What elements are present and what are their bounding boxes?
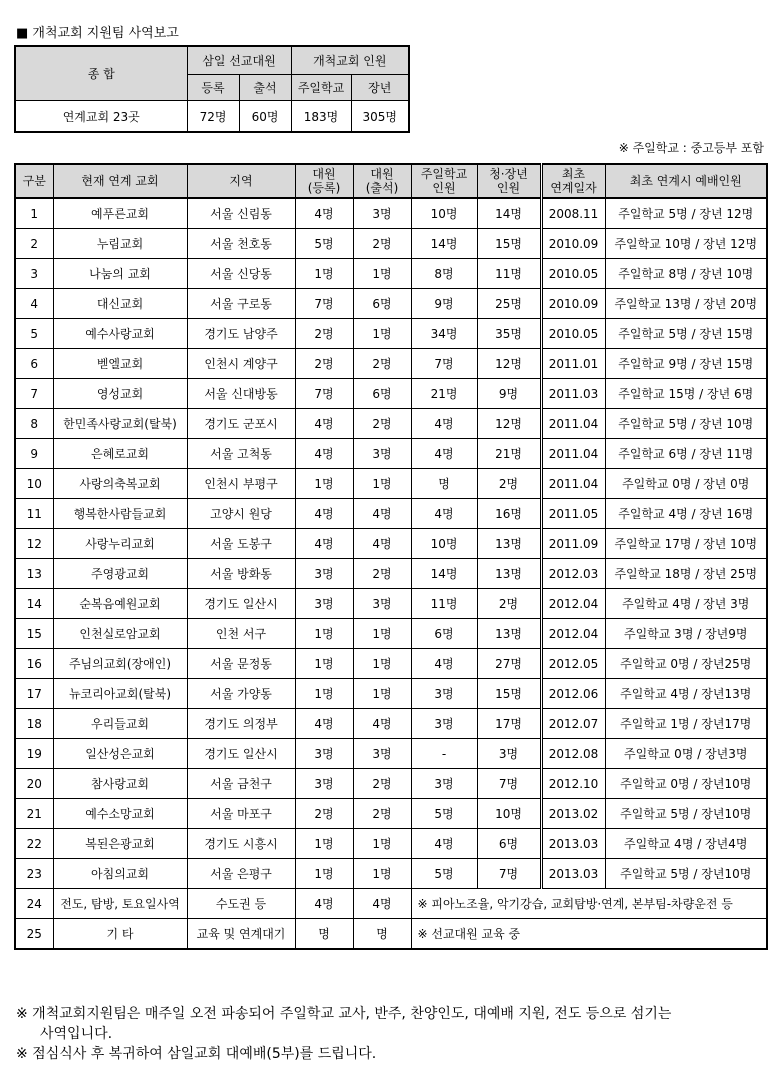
cell-adult: 12명 <box>477 349 541 379</box>
cell-region: 고양시 원당 <box>187 499 295 529</box>
summary-adult: 305명 <box>351 101 409 133</box>
table-row <box>15 619 767 649</box>
cell-reg: 5명 <box>295 229 353 259</box>
cell-ss: 4명 <box>411 829 477 859</box>
table-row <box>15 769 767 799</box>
header-attended-line2: (출석) <box>365 181 399 195</box>
cell-att: 2명 <box>353 349 411 379</box>
church-table <box>14 163 768 950</box>
cell-reg: 4명 <box>295 709 353 739</box>
cell-region: 교육 및 연계대기 <box>187 919 295 950</box>
cell-initial: 주일학교 4명 / 장년4명 <box>605 829 767 859</box>
cell-date: 2010.05 <box>541 319 605 349</box>
cell-church: 벧엘교회 <box>53 349 187 379</box>
cell-no: 4 <box>15 289 53 319</box>
cell-no: 15 <box>15 619 53 649</box>
cell-initial: 주일학교 5명 / 장년 12명 <box>605 198 767 229</box>
cell-initial: 주일학교 5명 / 장년10명 <box>605 859 767 889</box>
header-initial: 최초 연계시 예배인원 <box>605 164 767 198</box>
cell-adult: 13명 <box>477 529 541 559</box>
cell-no: 22 <box>15 829 53 859</box>
table-row <box>15 709 767 739</box>
note-line-1-cont: 사역입니다. <box>40 1026 113 1042</box>
cell-initial: 주일학교 15명 / 장년 6명 <box>605 379 767 409</box>
cell-church: 아침의교회 <box>53 859 187 889</box>
cell-reg: 3명 <box>295 769 353 799</box>
cell-initial: 주일학교 4명 / 장년 3명 <box>605 589 767 619</box>
bottom-notes <box>16 1004 766 1064</box>
cell-church: 뉴코리아교회(탈북) <box>53 679 187 709</box>
cell-church: 기 타 <box>53 919 187 950</box>
page-title: ■ 개척교회 지원팀 사역보고 <box>16 26 179 41</box>
table-row <box>15 259 767 289</box>
cell-church: 사랑누리교회 <box>53 529 187 559</box>
table-row-special <box>15 889 767 919</box>
summary-sub-sunday-school: 주일학교 <box>291 75 351 101</box>
cell-church: 주영광교회 <box>53 559 187 589</box>
table-row <box>15 349 767 379</box>
cell-att: 1명 <box>353 319 411 349</box>
cell-reg: 3명 <box>295 589 353 619</box>
cell-date: 2010.09 <box>541 289 605 319</box>
cell-no: 3 <box>15 259 53 289</box>
cell-att: 2명 <box>353 769 411 799</box>
cell-adult: 15명 <box>477 679 541 709</box>
cell-church: 예수소망교회 <box>53 799 187 829</box>
cell-ss: 4명 <box>411 439 477 469</box>
cell-date: 2013.02 <box>541 799 605 829</box>
cell-ss: 4명 <box>411 499 477 529</box>
cell-ss: 6명 <box>411 619 477 649</box>
summary-sub-adult: 장년 <box>351 75 409 101</box>
header-adult-line2: 인원 <box>496 181 521 195</box>
cell-region: 서울 방화동 <box>187 559 295 589</box>
cell-ss: 5명 <box>411 859 477 889</box>
cell-ss: 10명 <box>411 529 477 559</box>
cell-date: 2008.11 <box>541 198 605 229</box>
cell-region: 서울 고척동 <box>187 439 295 469</box>
header-attended-line1: 대원 <box>370 167 394 181</box>
cell-reg: 4명 <box>295 409 353 439</box>
table-row <box>15 529 767 559</box>
cell-church: 예수사랑교회 <box>53 319 187 349</box>
table-row <box>15 379 767 409</box>
header-date <box>541 164 605 198</box>
table-row <box>15 829 767 859</box>
cell-church: 우리들교회 <box>53 709 187 739</box>
cell-reg: 4명 <box>295 529 353 559</box>
cell-reg: 3명 <box>295 739 353 769</box>
cell-region: 서울 신당동 <box>187 259 295 289</box>
cell-att: 1명 <box>353 649 411 679</box>
cell-date: 2012.04 <box>541 589 605 619</box>
cell-reg: 4명 <box>295 889 353 919</box>
cell-adult: 10명 <box>477 799 541 829</box>
cell-adult: 2명 <box>477 589 541 619</box>
cell-region: 서울 가양동 <box>187 679 295 709</box>
cell-region: 경기도 남양주 <box>187 319 295 349</box>
header-sunday-school-line2: 인원 <box>432 181 456 195</box>
cell-church: 은혜로교회 <box>53 439 187 469</box>
cell-region: 서울 금천구 <box>187 769 295 799</box>
cell-att: 1명 <box>353 619 411 649</box>
cell-no: 11 <box>15 499 53 529</box>
cell-adult: 11명 <box>477 259 541 289</box>
cell-ss: 3명 <box>411 709 477 739</box>
cell-no: 17 <box>15 679 53 709</box>
cell-no: 18 <box>15 709 53 739</box>
cell-ss: 8명 <box>411 259 477 289</box>
table-row <box>15 229 767 259</box>
cell-region: 경기도 일산시 <box>187 589 295 619</box>
cell-church: 누림교회 <box>53 229 187 259</box>
header-sunday-school <box>411 164 477 198</box>
cell-att: 3명 <box>353 198 411 229</box>
table-row <box>15 859 767 889</box>
cell-church: 한민족사랑교회(탈북) <box>53 409 187 439</box>
cell-adult: 3명 <box>477 739 541 769</box>
cell-att: 1명 <box>353 829 411 859</box>
cell-no: 8 <box>15 409 53 439</box>
cell-ss: 3명 <box>411 769 477 799</box>
cell-reg: 4명 <box>295 499 353 529</box>
cell-reg: 7명 <box>295 289 353 319</box>
cell-no: 20 <box>15 769 53 799</box>
cell-reg: 1명 <box>295 829 353 859</box>
cell-region: 서울 마포구 <box>187 799 295 829</box>
header-date-line2: 연계일자 <box>550 181 597 195</box>
cell-region: 경기도 군포시 <box>187 409 295 439</box>
header-adult <box>477 164 541 198</box>
cell-no: 24 <box>15 889 53 919</box>
header-adult-line1: 청·장년 <box>489 167 528 181</box>
cell-reg: 3명 <box>295 559 353 589</box>
cell-adult: 7명 <box>477 769 541 799</box>
cell-att: 6명 <box>353 289 411 319</box>
table-row <box>15 589 767 619</box>
cell-initial: 주일학교 9명 / 장년 15명 <box>605 349 767 379</box>
cell-church: 전도, 탐방, 토요일사역 <box>53 889 187 919</box>
cell-adult: 7명 <box>477 859 541 889</box>
cell-no: 1 <box>15 198 53 229</box>
cell-reg: 1명 <box>295 619 353 649</box>
cell-adult: 35명 <box>477 319 541 349</box>
cell-initial: 주일학교 17명 / 장년 10명 <box>605 529 767 559</box>
cell-no: 7 <box>15 379 53 409</box>
table-row <box>15 198 767 229</box>
cell-ss: 4명 <box>411 409 477 439</box>
cell-note: ※ 피아노조율, 악기강습, 교회탐방·연계, 본부팀-차량운전 등 <box>411 889 767 919</box>
cell-no: 2 <box>15 229 53 259</box>
table-row <box>15 739 767 769</box>
summary-label: 연계교회 23곳 <box>15 101 187 133</box>
cell-adult: 12명 <box>477 409 541 439</box>
cell-att: 1명 <box>353 259 411 289</box>
cell-no: 9 <box>15 439 53 469</box>
cell-att: 3명 <box>353 739 411 769</box>
cell-no: 6 <box>15 349 53 379</box>
cell-date: 2011.05 <box>541 499 605 529</box>
cell-region: 서울 신림동 <box>187 198 295 229</box>
header-registered-line1: 대원 <box>312 167 336 181</box>
cell-reg: 1명 <box>295 679 353 709</box>
cell-date: 2012.10 <box>541 769 605 799</box>
cell-adult: 15명 <box>477 229 541 259</box>
cell-att: 4명 <box>353 529 411 559</box>
cell-note: ※ 선교대원 교육 중 <box>411 919 767 950</box>
table-row <box>15 649 767 679</box>
cell-initial: 주일학교 0명 / 장년 0명 <box>605 469 767 499</box>
cell-date: 2010.05 <box>541 259 605 289</box>
cell-att: 1명 <box>353 859 411 889</box>
cell-church: 나눔의 교회 <box>53 259 187 289</box>
cell-adult: 21명 <box>477 439 541 469</box>
header-registered-line2: (등록) <box>307 181 341 195</box>
cell-ss: 7명 <box>411 349 477 379</box>
cell-date: 2012.06 <box>541 679 605 709</box>
cell-region: 서울 도봉구 <box>187 529 295 559</box>
cell-date: 2011.01 <box>541 349 605 379</box>
cell-reg: 1명 <box>295 859 353 889</box>
cell-church: 사랑의축복교회 <box>53 469 187 499</box>
cell-reg: 1명 <box>295 649 353 679</box>
cell-initial: 주일학교 8명 / 장년 10명 <box>605 259 767 289</box>
cell-ss: 명 <box>411 469 477 499</box>
cell-adult: 16명 <box>477 499 541 529</box>
cell-adult: 14명 <box>477 198 541 229</box>
header-registered <box>295 164 353 198</box>
summary-sunday-school: 183명 <box>291 101 351 133</box>
cell-att: 1명 <box>353 679 411 709</box>
cell-ss: 14명 <box>411 229 477 259</box>
cell-date: 2011.04 <box>541 469 605 499</box>
table-row <box>15 409 767 439</box>
cell-region: 경기도 의정부 <box>187 709 295 739</box>
cell-initial: 주일학교 0명 / 장년10명 <box>605 769 767 799</box>
cell-region: 경기도 일산시 <box>187 739 295 769</box>
header-sunday-school-line1: 주일학교 <box>420 167 468 181</box>
table-row <box>15 799 767 829</box>
cell-att: 1명 <box>353 469 411 499</box>
cell-ss: 3명 <box>411 679 477 709</box>
cell-adult: 13명 <box>477 559 541 589</box>
cell-ss: 4명 <box>411 649 477 679</box>
cell-region: 인천시 부평구 <box>187 469 295 499</box>
summary-total-header: 종 합 <box>15 46 187 101</box>
cell-reg: 1명 <box>295 469 353 499</box>
cell-no: 21 <box>15 799 53 829</box>
cell-region: 경기도 시흥시 <box>187 829 295 859</box>
cell-initial: 주일학교 4명 / 장년13명 <box>605 679 767 709</box>
cell-ss: - <box>411 739 477 769</box>
cell-no: 5 <box>15 319 53 349</box>
cell-reg: 명 <box>295 919 353 950</box>
cell-att: 2명 <box>353 799 411 829</box>
cell-att: 4명 <box>353 889 411 919</box>
cell-region: 서울 천호동 <box>187 229 295 259</box>
cell-region: 서울 문정동 <box>187 649 295 679</box>
cell-reg: 2명 <box>295 319 353 349</box>
cell-no: 25 <box>15 919 53 950</box>
cell-no: 19 <box>15 739 53 769</box>
cell-region: 서울 은평구 <box>187 859 295 889</box>
cell-church: 영성교회 <box>53 379 187 409</box>
cell-att: 6명 <box>353 379 411 409</box>
note-line-2: ※ 점심식사 후 복귀하여 삼일교회 대예배(5부)를 드립니다. <box>16 1046 377 1062</box>
table-row <box>15 289 767 319</box>
cell-region: 인천시 계양구 <box>187 349 295 379</box>
cell-att: 3명 <box>353 439 411 469</box>
header-region: 지역 <box>187 164 295 198</box>
cell-reg: 2명 <box>295 799 353 829</box>
cell-ss: 14명 <box>411 559 477 589</box>
cell-no: 16 <box>15 649 53 679</box>
cell-date: 2013.03 <box>541 859 605 889</box>
cell-date: 2013.03 <box>541 829 605 859</box>
table-row <box>15 499 767 529</box>
cell-ss: 5명 <box>411 799 477 829</box>
cell-date: 2012.03 <box>541 559 605 589</box>
cell-initial: 주일학교 0명 / 장년25명 <box>605 649 767 679</box>
cell-region: 서울 신대방동 <box>187 379 295 409</box>
cell-initial: 주일학교 6명 / 장년 11명 <box>605 439 767 469</box>
cell-date: 2012.05 <box>541 649 605 679</box>
cell-date: 2011.09 <box>541 529 605 559</box>
cell-church: 인천실로암교회 <box>53 619 187 649</box>
summary-table <box>14 45 410 133</box>
cell-region: 수도권 등 <box>187 889 295 919</box>
header-no: 구분 <box>15 164 53 198</box>
summary-sub-attended: 출석 <box>239 75 291 101</box>
cell-att: 3명 <box>353 589 411 619</box>
cell-ss: 10명 <box>411 198 477 229</box>
cell-adult: 2명 <box>477 469 541 499</box>
cell-church: 순복음예원교회 <box>53 589 187 619</box>
summary-sub-registered: 등록 <box>187 75 239 101</box>
cell-ss: 9명 <box>411 289 477 319</box>
cell-church: 복된은광교회 <box>53 829 187 859</box>
cell-initial: 주일학교 10명 / 장년 12명 <box>605 229 767 259</box>
cell-att: 4명 <box>353 499 411 529</box>
cell-ss: 11명 <box>411 589 477 619</box>
table-row <box>15 439 767 469</box>
cell-ss: 21명 <box>411 379 477 409</box>
cell-church: 참사랑교회 <box>53 769 187 799</box>
cell-no: 12 <box>15 529 53 559</box>
cell-initial: 주일학교 1명 / 장년17명 <box>605 709 767 739</box>
cell-church: 예푸른교회 <box>53 198 187 229</box>
cell-date: 2010.09 <box>541 229 605 259</box>
cell-no: 23 <box>15 859 53 889</box>
header-church: 현재 연계 교회 <box>53 164 187 198</box>
cell-date: 2012.08 <box>541 739 605 769</box>
cell-reg: 7명 <box>295 379 353 409</box>
cell-region: 인천 서구 <box>187 619 295 649</box>
table-row <box>15 679 767 709</box>
summary-group-volunteers: 삼일 선교대원 <box>187 46 291 75</box>
cell-adult: 13명 <box>477 619 541 649</box>
cell-date: 2011.03 <box>541 379 605 409</box>
cell-church: 행복한사람들교회 <box>53 499 187 529</box>
cell-reg: 1명 <box>295 259 353 289</box>
table-row <box>15 559 767 589</box>
cell-initial: 주일학교 5명 / 장년 10명 <box>605 409 767 439</box>
cell-initial: 주일학교 3명 / 장년9명 <box>605 619 767 649</box>
cell-initial: 주일학교 0명 / 장년3명 <box>605 739 767 769</box>
cell-reg: 4명 <box>295 198 353 229</box>
cell-initial: 주일학교 5명 / 장년10명 <box>605 799 767 829</box>
cell-initial: 주일학교 18명 / 장년 25명 <box>605 559 767 589</box>
cell-initial: 주일학교 4명 / 장년 16명 <box>605 499 767 529</box>
cell-reg: 2명 <box>295 349 353 379</box>
header-date-line1: 최초 <box>561 167 586 181</box>
note-line-1: ※ 개척교회지원팀은 매주일 오전 파송되어 주일학교 교사, 반주, 찬양인도, 대예배 지원, 전도 등으로 섬기는 <box>16 1006 672 1022</box>
cell-region: 서울 구로동 <box>187 289 295 319</box>
cell-no: 14 <box>15 589 53 619</box>
cell-att: 4명 <box>353 709 411 739</box>
cell-initial: 주일학교 13명 / 장년 20명 <box>605 289 767 319</box>
cell-date: 2012.04 <box>541 619 605 649</box>
cell-no: 13 <box>15 559 53 589</box>
cell-att: 2명 <box>353 559 411 589</box>
cell-date: 2011.04 <box>541 439 605 469</box>
cell-date: 2012.07 <box>541 709 605 739</box>
cell-adult: 17명 <box>477 709 541 739</box>
summary-attended: 60명 <box>239 101 291 133</box>
table-row-special <box>15 919 767 950</box>
cell-att: 명 <box>353 919 411 950</box>
summary-group-members: 개척교회 인원 <box>291 46 409 75</box>
header-attended <box>353 164 411 198</box>
cell-no: 10 <box>15 469 53 499</box>
summary-registered: 72명 <box>187 101 239 133</box>
cell-initial: 주일학교 5명 / 장년 15명 <box>605 319 767 349</box>
cell-att: 2명 <box>353 229 411 259</box>
table-row <box>15 319 767 349</box>
cell-adult: 25명 <box>477 289 541 319</box>
cell-reg: 4명 <box>295 439 353 469</box>
cell-att: 2명 <box>353 409 411 439</box>
cell-adult: 6명 <box>477 829 541 859</box>
cell-church: 대신교회 <box>53 289 187 319</box>
cell-church: 주님의교회(장애인) <box>53 649 187 679</box>
sunday-school-note: ※ 주일학교 : 중고등부 포함 <box>618 141 764 155</box>
cell-date: 2011.04 <box>541 409 605 439</box>
table-row <box>15 469 767 499</box>
cell-church: 일산성은교회 <box>53 739 187 769</box>
cell-ss: 34명 <box>411 319 477 349</box>
cell-adult: 9명 <box>477 379 541 409</box>
cell-adult: 27명 <box>477 649 541 679</box>
